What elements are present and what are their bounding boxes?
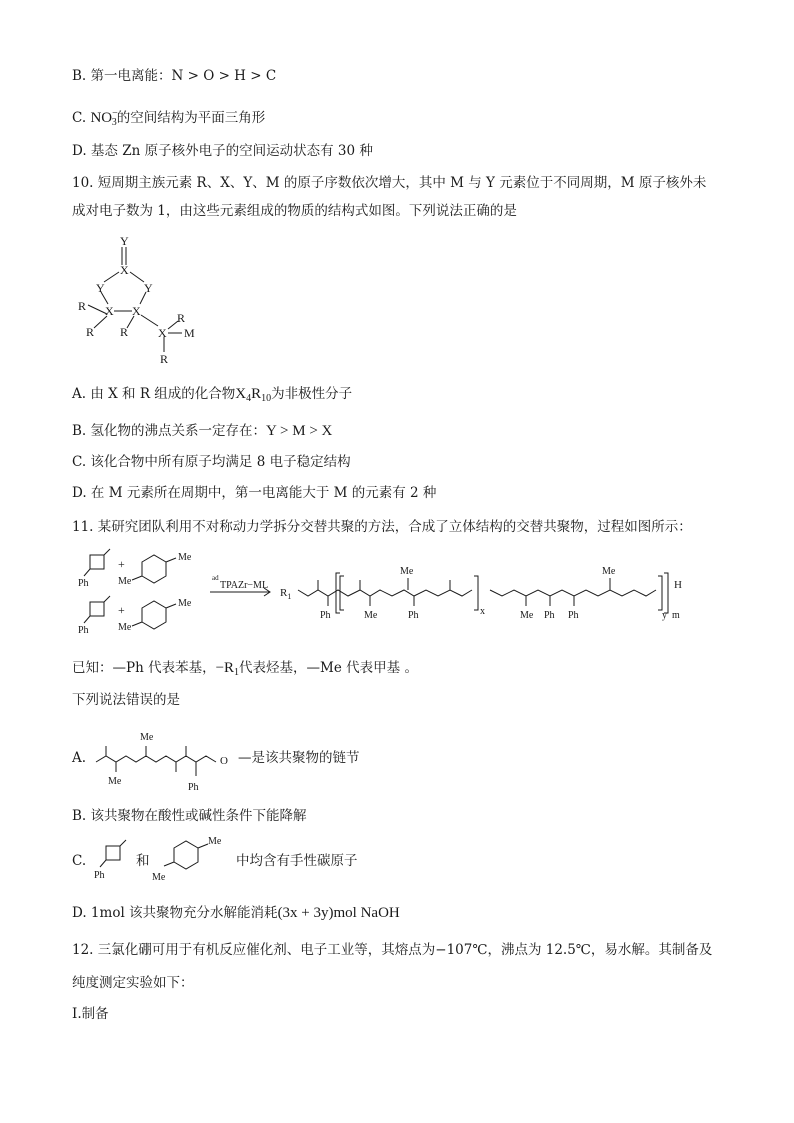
q11-option-a-tail: —是该共聚物的链节 [238, 750, 360, 766]
q11-question: 下列说法错误的是 [72, 692, 180, 708]
q11-option-d: D. 1mol 该共聚物充分水解能消耗(3x + 3y)mol NaOH [72, 905, 400, 921]
atom-y-left: Y [96, 281, 105, 295]
q11-option-c-and: 和 [136, 853, 150, 869]
ph-label-chain-2: Ph [408, 610, 419, 621]
nitrate-formula: $NO^-_3$ [90, 108, 118, 128]
atom-y-top: Y [120, 234, 129, 248]
option-a-me-2: Me [140, 732, 154, 743]
h-end-group: H [674, 579, 682, 591]
q10-option-c: C. 该化合物中所有原子均满足 8 电子稳定结构 [72, 454, 351, 470]
reagent-tag: ad [212, 574, 219, 582]
q11-known-note: 已知：—Ph 代表苯基，$-R_1$代表烃基，—Me 代表甲基 。 [72, 660, 418, 678]
q9-option-d: D. 基态 Zn 原子核外电子的空间运动状态有 30 种 [72, 143, 373, 159]
me-label-chain-4: Me [602, 566, 616, 577]
q11-option-c-lactide [150, 830, 230, 886]
naoh-amount: (3x + 3y)mol NaOH [277, 905, 400, 921]
me-label-chain-3: Me [520, 610, 534, 621]
atom-x-top: X [120, 263, 129, 277]
q11-option-b: B. 该共聚物在酸性或碱性条件下能降解 [72, 808, 307, 824]
atom-x-right: X [158, 326, 167, 340]
me-label-4: Me [118, 622, 132, 633]
q10-option-a: A. 由 X 和 R 组成的化合物$X_4R_{10}$为非极性分子 [72, 386, 353, 404]
q10-stem-line1: 10. 短周期主族元素 R、X、Y、M 的原子序数依次增大，其中 M 与 Y 元素位于不同周期，M 原子核外未 [72, 175, 707, 191]
me-label-1: Me [178, 552, 192, 563]
atom-r-bottom: R [160, 352, 169, 366]
q9-option-b: B. 第一电离能：N > O > H > C [72, 68, 277, 84]
y-subscript: y [662, 610, 667, 621]
ph-label-chain-4: Ph [568, 610, 579, 621]
ph-label-chain-3: Ph [544, 610, 555, 621]
ph-label-chain-1: Ph [320, 610, 331, 621]
option-a-ph: Ph [188, 782, 199, 793]
q11-option-c-lactone [90, 834, 140, 884]
atom-m: M [184, 326, 195, 340]
atom-r-left-lower: R [86, 325, 95, 339]
plus-sign-1: + [118, 557, 125, 571]
q12-section-heading: Ⅰ.制备 [72, 1006, 109, 1022]
boiling-point-order: Y > M > X [266, 423, 333, 439]
atom-x-mid: X [132, 304, 141, 318]
q10-stem-line2: 成对电子数为 1，由这些元素组成的物质的结构式如图。下列说法正确的是 [72, 203, 517, 219]
q9-option-c-suffix: 的空间结构为平面三角形 [116, 110, 266, 126]
q11-stem: 11. 某研究团队利用不对称动力学拆分交替共聚的方法，合成了立体结构的交替共聚物，过程如图所示： [72, 519, 692, 535]
me-label-3: Me [178, 598, 192, 609]
q11-option-c-tail: 中均含有手性碳原子 [236, 853, 358, 869]
plus-sign-2: + [118, 603, 125, 617]
q9-option-c [72, 104, 265, 133]
atom-x-left: X [105, 304, 114, 318]
option-c-me-2: Me [152, 872, 166, 883]
x-subscript: x [480, 606, 485, 617]
q11-option-a-label: A. [72, 750, 87, 766]
catalyst-label: TPAZr−ML [220, 580, 269, 591]
me-label-2: Me [118, 576, 132, 587]
ph-label-2: Ph [78, 625, 89, 636]
atom-r-right-upper: R [177, 311, 186, 325]
atom-r-mid-lower: R [120, 325, 129, 339]
q11-option-c-label: C. [72, 853, 87, 869]
q11-option-a-structure [92, 728, 252, 798]
q10-option-b: B. 氢化物的沸点关系一定存在：Y > M > X [72, 423, 333, 439]
atom-y-right: Y [144, 281, 153, 295]
q12-stem-line1: 12. 三氯化硼可用于有机反应催化剂、电子工业等，其熔点为−107℃，沸点为 12.5℃，易水解。其制备及 [72, 942, 713, 958]
q9-option-c-prefix: C. [72, 110, 91, 126]
xr-formula: $X_4R_{10}$ [235, 386, 272, 404]
q10-option-d: D. 在 M 元素所在周期中，第一电离能大于 M 的元素有 2 种 [72, 485, 437, 501]
me-label-chain-1: Me [364, 610, 378, 621]
me-label-chain-2: Me [400, 566, 414, 577]
ph-label-1: Ph [78, 578, 89, 589]
q10-structure-diagram [70, 232, 210, 372]
q12-stem-line2: 纯度测定实验如下： [72, 975, 194, 991]
option-a-me-1: Me [108, 776, 122, 787]
m-subscript: m [672, 610, 680, 621]
option-c-me-1: Me [208, 836, 222, 847]
option-c-ph: Ph [94, 870, 105, 881]
q11-reaction-scheme [70, 540, 730, 640]
option-a-o: O [220, 755, 228, 767]
atom-r-far-left: R [78, 299, 87, 313]
r1-label: $R_1$ [280, 587, 292, 601]
